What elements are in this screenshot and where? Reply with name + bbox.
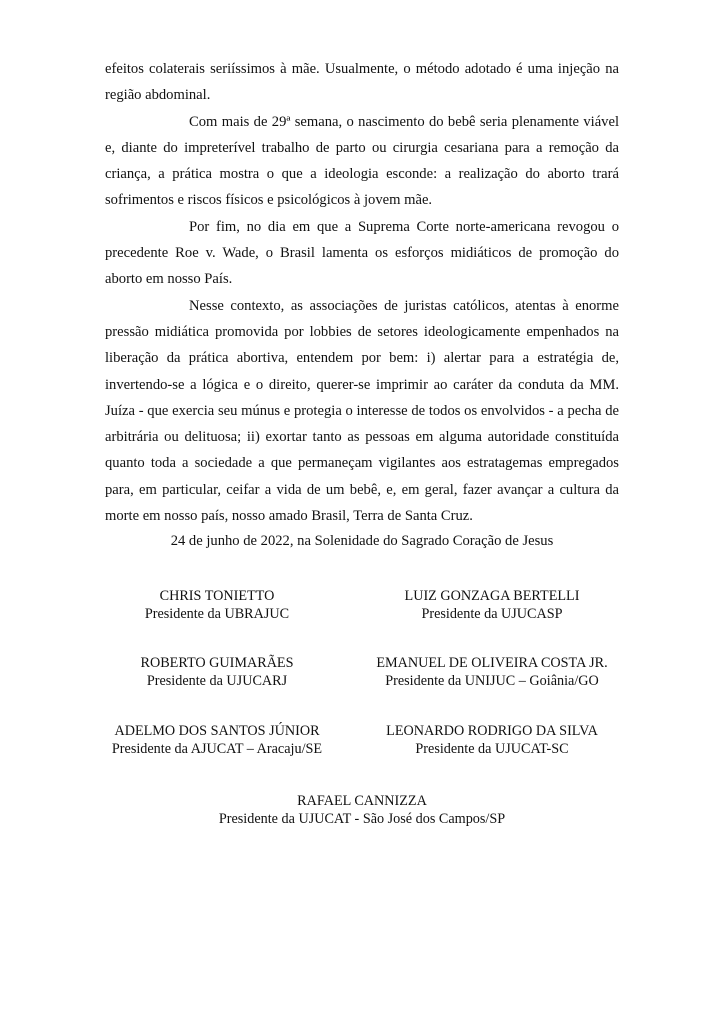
signature-block (217, 792, 507, 828)
paragraph-2: Com mais de 29ª semana, o nascimento do bebê seria plenamente viável e, diante do impreterível trabalho de parto ou cirurgia cesariana para a remoção da criança, a prática mostra o que a ideologia esconde: a realização do aborto trará sofrimentos e riscos físicos e psicológicos à jovem mãe. (105, 113, 619, 209)
paragraph-1: efeitos colaterais seriíssimos à mãe. Usualmente, o método adotado é uma injeção na região abdominal. (105, 61, 619, 104)
signatory-name: ADELMO DOS SANTOS JÚNIOR (114, 723, 320, 739)
paragraph-3: Por fim, no dia em que a Suprema Corte norte-americana revogou o precedente Roe v. Wade, o Brasil lamenta os esforços midiáticos de promoção do aborto em nosso País. (105, 218, 619, 288)
signatory-role: Presidente da UBRAJUC (144, 606, 290, 622)
signatory-role: Presidente da UJUCARJ (146, 673, 288, 689)
signature-block (72, 587, 362, 623)
signatory-role: Presidente da UNIJUC – Goiânia/GO (385, 673, 599, 689)
signature-block (347, 722, 637, 758)
signatory-name: LUIZ GONZAGA BERTELLI (404, 588, 580, 604)
signatory-role: Presidente da UJUCASP (421, 606, 563, 622)
signature-block (347, 587, 637, 623)
body-text (105, 56, 619, 529)
date-line: 24 de junho de 2022, na Solenidade do Sagrado Coração de Jesus (170, 533, 554, 549)
signatory-role: Presidente da UJUCAT-SC (415, 741, 569, 757)
signature-block (72, 722, 362, 758)
signatory-role: Presidente da AJUCAT – Aracaju/SE (111, 741, 323, 757)
signatory-role: Presidente da UJUCAT - São José dos Campos/SP (218, 811, 506, 827)
signatory-name: CHRIS TONIETTO (159, 588, 275, 604)
signatory-name: LEONARDO RODRIGO DA SILVA (386, 723, 598, 739)
signatory-name: EMANUEL DE OLIVEIRA COSTA JR. (376, 655, 608, 671)
paragraph-4: Nesse contexto, as associações de juristas católicos, atentas à enorme pressão midiática promovida por lobbies de setores ideologicamente empenhados na liberação da prática abortiva, entendem por bem: i) alertar para a estratégia de, invertendo-se a lógica e o direito, querer-se imprimir ao caráter da conduta da MM. Juíza - que exercia seu múnus e protegia o interesse de todos os envolvidos - a pecha de arbitrária ou delituosa; ii) exortar tanto as pessoas em alguma autoridade constituída quanto toda a sociedade a que permaneçam vigilantes aos estratagemas empregados para, em particular, ceifar a vida de um bebê, e, em geral, fazer avançar a cultura da morte em nosso país, nosso amado Brasil, Terra de Santa Cruz. (105, 297, 619, 525)
signature-block (347, 654, 637, 690)
signature-block (72, 654, 362, 690)
signatory-name: ROBERTO GUIMARÃES (140, 655, 294, 671)
signatory-name: RAFAEL CANNIZZA (297, 793, 427, 809)
